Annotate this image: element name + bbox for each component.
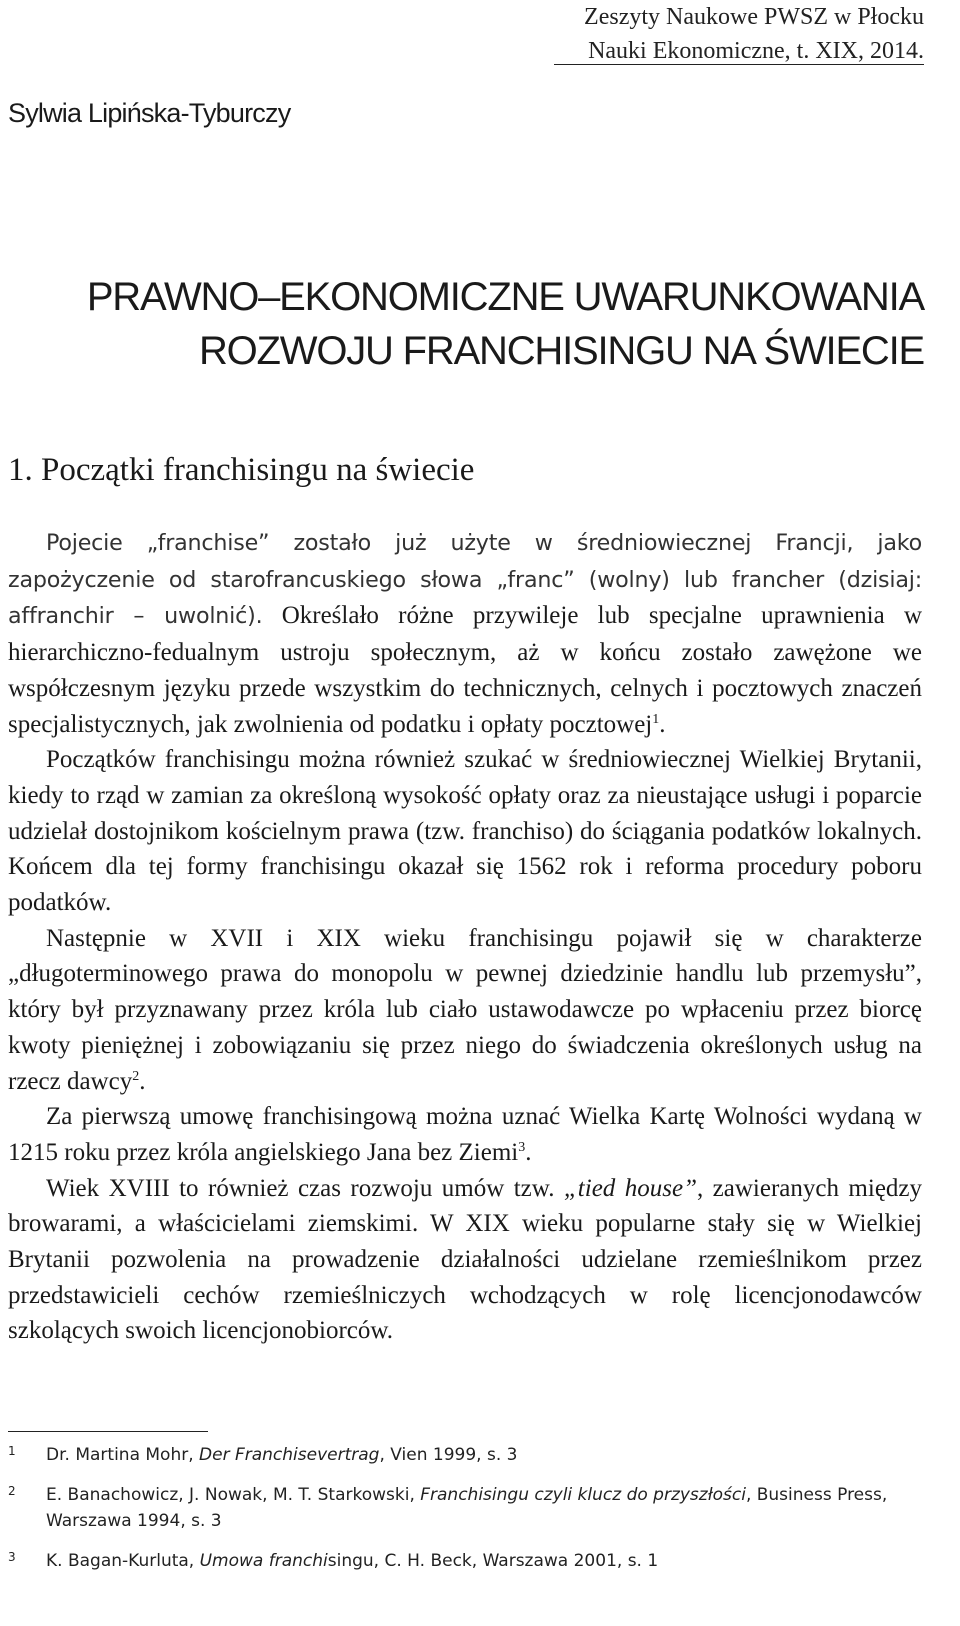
paragraph-1-text: Określało różne przywileje lub specjalne uprawnienia w hierarchiczno-fedualnym ustroju społecznym, aż w końcu zostało zawężone we współczesnym języku przede wszystkim do technicznych, celnych i pocztowych znaczeń specjalistycznych, jak zwolnienia od podatku i opłaty pocztowej [8,602,922,738]
journal-volume: Nauki Ekonomiczne, t. XIX, 2014. [588,38,924,64]
paragraph-5-italic-term: „tied house” [563,1174,697,1202]
footnotes [8,1442,928,1588]
footnote-text: Dr. Martina Mohr, [46,1445,200,1465]
article-title-line2: ROZWOJU FRANCHISINGU NA ŚWIECIE [198,329,924,373]
paragraph-5-text-a: Wiek XVIII to również czas rozwoju umów tzw. [46,1174,564,1202]
journal-header [584,0,924,68]
footnote-rule [8,1431,208,1432]
article-title-line1: PRAWNO–EKONOMICZNE UWARUNKOWANIA [86,275,924,319]
section-heading: 1. Początki franchisingu na świecie [8,452,475,488]
footnote-number: 3 [8,1550,16,1564]
paragraph-1-opening: Pojecie „franchise” zostało już użyte w średniowiecznej Francji, jako zapożyczenie od starofrancuskiego słowa „franc” (wolny) lub francher (dzisiaj: affranchir – uwolnić). [8,530,922,630]
footnote-text: E. Banachowicz, J. Nowak, M. T. Starkowski, [46,1485,421,1505]
footnote-ref-2: 2 [132,1068,140,1084]
footnote-number: 2 [8,1484,16,1498]
footnote-text-end: singu, C. H. Beck, Warszawa 2001, s. 1 [327,1551,659,1571]
footnote-2 [8,1482,928,1534]
footnote-title: Der Franchisevertrag [199,1445,380,1465]
footnote-number: 1 [8,1444,16,1458]
footnote-text-end: , Business Press, Warszawa 1994, s. 3 [46,1485,888,1531]
article-body [8,525,922,1349]
paragraph-5 [8,1171,922,1350]
paragraph-3-text: Następnie w XVII i XIX wieku franchisingu pojawił się w charakterze „długoterminowego prawa do monopolu w pewnej dziedzinie handlu lub przemysłu”, który był przyznawany przez króla lub ciało ustawodawcze po wpłaceniu przez biorcę kwoty pieniężnej i zobowiązaniu się przez niego do świadczenia określonych usług na rzecz dawcy [8,924,922,1095]
footnote-text-end: , Vien 1999, s. 3 [379,1445,518,1465]
footnote-text: K. Bagan-Kurluta, [46,1551,200,1571]
journal-name: Zeszyty Naukowe PWSZ w Płocku [584,4,924,30]
article-title [44,270,924,378]
paragraph-2: Początków franchisingu można również szukać w średniowiecznej Wielkiej Brytanii, kiedy to rząd w zamian za określoną wysokość opłaty oraz za nieustające usługi i poparcie udzielał dostojnikom kościelnym prawa (tzw. franchiso) do ściągania podatków lokalnych. Końcem dla tej formy franchisingu okazał się 1562 rok i reforma procedury poboru podatków. [8,746,922,917]
paragraph-4 [8,1099,922,1170]
header-rule [554,64,924,65]
footnote-title: Umowa franchi [199,1551,328,1571]
paragraph-3 [8,921,922,1100]
footnote-title: Franchisingu czyli klucz do przyszłości [420,1485,746,1505]
footnote-3 [8,1548,928,1574]
footnote-ref-3: 3 [518,1139,526,1155]
footnote-ref-1: 1 [652,711,660,727]
paragraph-4-end: . [525,1138,532,1166]
paragraph-1 [8,525,922,742]
paragraph-1-end: . [659,710,666,738]
footnote-1 [8,1442,928,1468]
author-name: Sylwia Lipińska-Tyburczy [8,98,291,128]
paragraph-4-text: Za pierwszą umowę franchisingową można uznać Wielka Kartę Wolności wydaną w 1215 roku przez króla angielskiego Jana bez Ziemi [8,1103,922,1166]
paragraph-3-end: . [139,1067,146,1095]
paragraph-5-text-b: , zawieranych między browarami, a właścicielami ziemskimi. W XIX wieku popularne stały się w Wielkiej Brytanii pozwolenia na prowadzenie działalności udzielane rzemieślnikom przez przedstawicieli cechów rzemieślniczych wchodzących w rolę licencjonodawców szkolących swoich licencjonobiorców. [8,1174,923,1345]
